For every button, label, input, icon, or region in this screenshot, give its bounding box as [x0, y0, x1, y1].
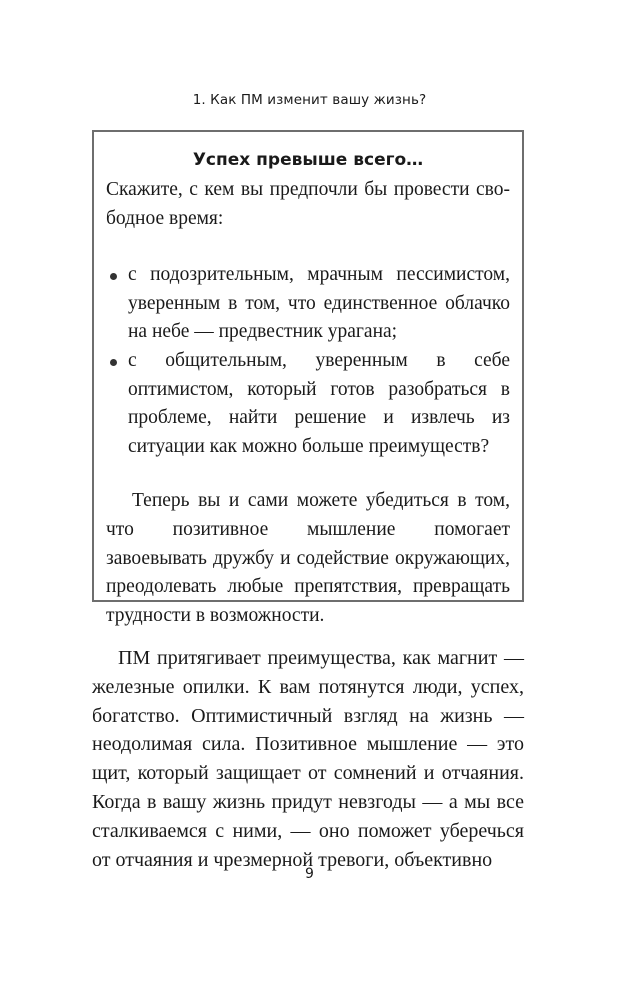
main-text: [92, 644, 524, 874]
list-item: с общительным, уверенным в себе оптимистом, который готов разобраться в проблеме, найти решение и извлечь из ситуации как можно больше преимуществ?: [106, 347, 510, 461]
box-content: [106, 176, 510, 630]
box-conclusion: Теперь вы и сами можете убедиться в том, что позитивное мышление помогает завоевывать дружбу и содействие окружающих, преодолевать любые препятствия, превращать трудности в возможности.: [106, 490, 510, 626]
options-list: [106, 261, 510, 461]
page-number: 9: [305, 866, 314, 882]
box-intro: Скажите, с кем вы предпочли бы провести свободное время:: [106, 179, 510, 229]
sidebar-box: [92, 130, 524, 626]
box-title: Успех превыше всего…: [192, 150, 424, 170]
list-item: с подозрительным, мрачным пессимистом, уверенным в том, что единственное облачко на небе — предвестник урагана;: [106, 261, 510, 347]
running-header: 1. Как ПМ изменит вашу жизнь?: [192, 92, 427, 108]
body-paragraph: ПМ притягивает преимущества, как магнит — железные опилки. К вам потянутся люди, успех, богатство. Оптимистичный взгляд на жизнь — неодолимая сила. Позитивное мышление — это щит, который защищает от сомнений и отчаяния. Когда в вашу жизнь придут невзгоды — а мы все сталкиваемся с ними, — оно поможет уберечься от отчаяния и чрезмерной тревоги, объективно: [92, 647, 524, 871]
